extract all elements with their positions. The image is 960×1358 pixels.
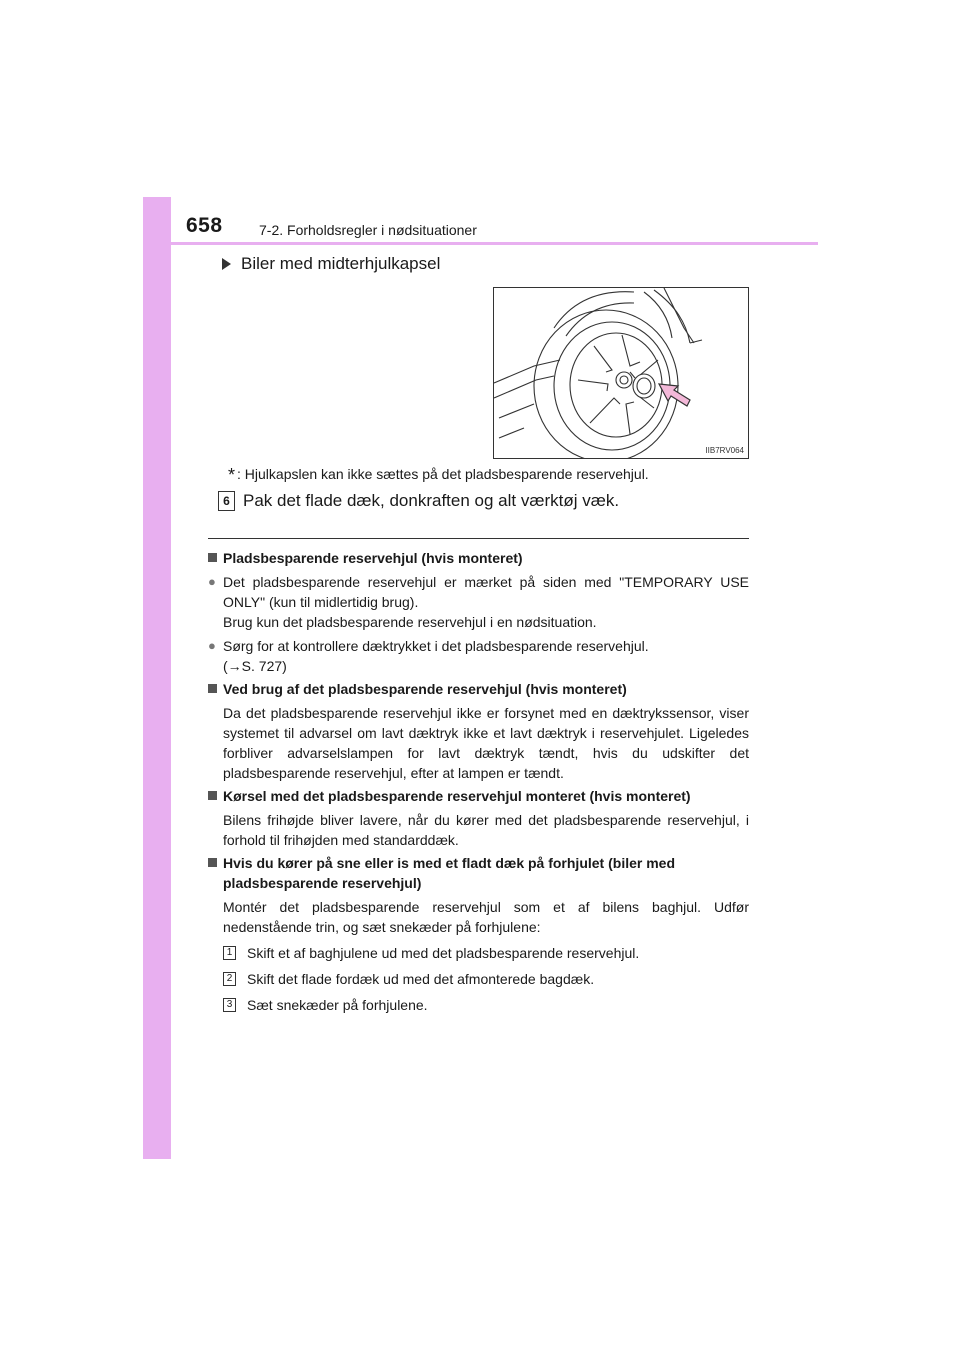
figure-code: IIB7RV064	[705, 446, 744, 455]
footnote	[228, 465, 649, 486]
notes-section	[208, 545, 749, 1015]
section-title: 7-2. Forholdsregler i nødsituationer	[259, 222, 477, 238]
step-number-badge: 6	[218, 491, 235, 511]
arrow-icon	[659, 384, 690, 406]
triangle-icon	[222, 258, 231, 270]
list-item: ● Sørg for at kontrollere dæktrykket i det pladsbesparende reservehjul. (→S. 727)	[208, 638, 649, 674]
wheel-cap-drawing	[494, 288, 749, 459]
list-item: ● Det pladsbesparende reservehjul er mærket på siden med "TEMPORARY USE ONLY" (kun til midlertidig brug). Brug kun det pladsbesparende reservehjul i en nødsituation.	[208, 574, 749, 630]
note-body: Da det pladsbesparende reservehjul ikke er forsynet med en dæktrykssensor, viser systemet til advarsel om lavt dæktryk ikke et lavt dæktryk i reservehjulet. Ligeledes forbliver advarselslampen for lavt dæktryk tændt, hvis du udskifter det pladsbesparende reservehjul, efter at lampen er tændt.	[223, 705, 749, 781]
note-title: Ved brug af det pladsbesparende reservehjul (hvis monteret)	[208, 679, 749, 699]
circle-bullet-icon: ●	[208, 574, 216, 589]
side-tab	[143, 197, 171, 1159]
page-reference: (→S. 727)	[223, 658, 287, 674]
step-number-badge: 3	[223, 998, 236, 1012]
note-title: Hvis du kører på sne eller is med et fladt dæk på forhjulet (biler med pladsbesparende reservehjul)	[208, 853, 749, 893]
list-item: 3 Sæt snekæder på forhjulene.	[218, 995, 749, 1015]
footnote-marker: *	[228, 465, 236, 485]
square-bullet-icon	[208, 684, 217, 693]
header-rule	[171, 242, 818, 245]
square-bullet-icon	[208, 791, 217, 800]
note-title: Pladsbesparende reservehjul (hvis monteret)	[208, 548, 749, 568]
note-spare-wheel	[208, 548, 749, 676]
subheading	[222, 254, 440, 274]
note-snow-ice	[208, 853, 749, 1015]
note-body: Montér det pladsbesparende reservehjul som et af bilens baghjul. Udfør nedenstående trin, og sæt snekæder på forhjulene:	[223, 899, 749, 935]
subheading-text: Biler med midterhjulkapsel	[241, 254, 441, 273]
footnote-text: : Hjulkapslen kan ikke sættes på det pladsbesparende reservehjul.	[237, 466, 649, 482]
note-using-spare	[208, 679, 749, 783]
step-number-badge: 2	[223, 972, 236, 986]
note-driving-spare	[208, 786, 749, 850]
step-6-text: Pak det flade dæk, donkraften og alt værktøj væk.	[243, 491, 620, 510]
note-title: Kørsel med det pladsbesparende reservehjul monteret (hvis monteret)	[208, 786, 749, 806]
page-number: 658	[186, 214, 223, 237]
list-item: 2 Skift det flade fordæk ud med det afmonterede bagdæk.	[218, 969, 749, 989]
notes-divider	[208, 538, 749, 539]
list-item: 1 Skift et af baghjulene ud med det pladsbesparende reservehjul.	[218, 943, 749, 963]
step-number-badge: 1	[223, 946, 236, 960]
square-bullet-icon	[208, 858, 217, 867]
step-6	[218, 491, 619, 511]
circle-bullet-icon: ●	[208, 638, 216, 653]
square-bullet-icon	[208, 553, 217, 562]
note-body: Bilens frihøjde bliver lavere, når du kører med det pladsbesparende reservehjul, i forhold til frihøjden med standarddæk.	[223, 812, 749, 848]
wheel-illustration	[493, 287, 749, 459]
